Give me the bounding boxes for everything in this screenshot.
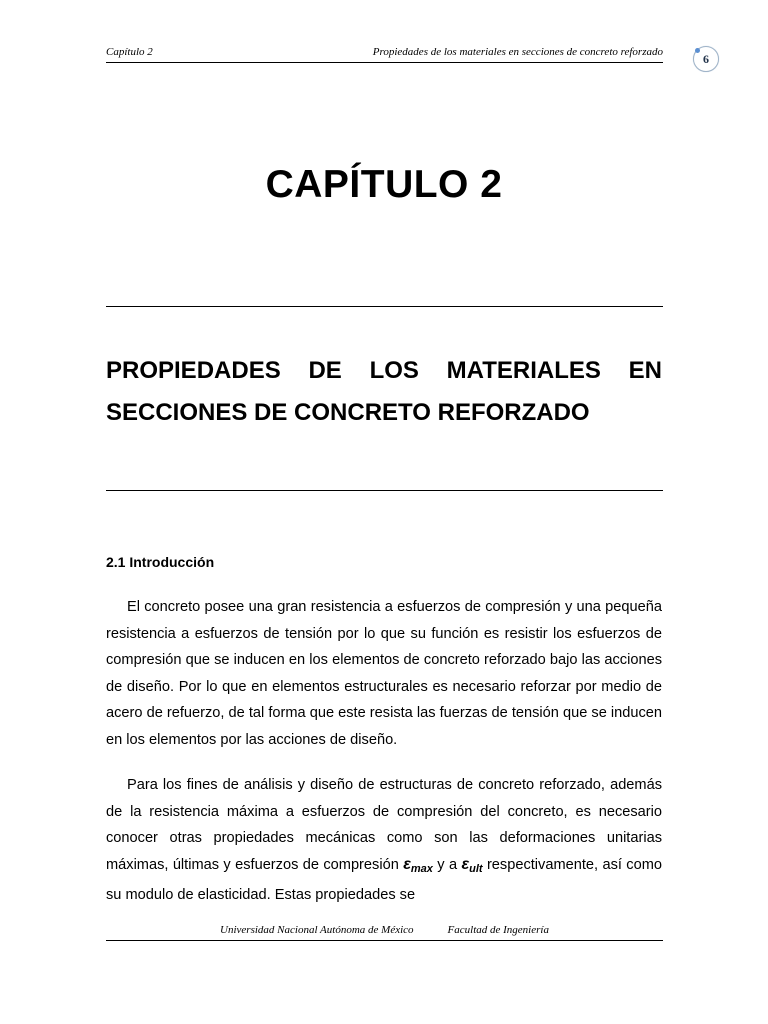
section-title (106, 350, 662, 434)
running-header (106, 44, 663, 63)
epsilon-max-symbol (403, 856, 433, 873)
header-chapter: Capítulo 2 (106, 46, 153, 58)
epsilon-glyph: ε (403, 855, 411, 873)
divider-bottom (106, 490, 663, 491)
header-title: Propiedades de los materiales en secciones de concreto reforzado (372, 46, 663, 58)
page-number-badge (693, 46, 719, 72)
section-title-line1: PROPIEDADES DE LOS MATERIALES EN (106, 357, 662, 384)
footer-university: Universidad Nacional Autónoma de México (220, 924, 414, 936)
page-number: 6 (703, 52, 709, 66)
paragraph-properties (106, 772, 662, 909)
epsilon-subscript-max: max (410, 862, 433, 875)
paragraph-properties-text-a: Para los fines de análisis y diseño de estructuras de concreto reforzado, además de la resistencia máxima a esfuerzos de compresión del concreto, es necesario conocer otras propiedades mecánicas como son las deformaciones unitarias máximas, últimas y esfuerzos de compresión (106, 777, 662, 873)
paragraph-properties-text-c: respectivamente, así como su modulo de elasticidad. Estas propiedades se (106, 856, 662, 904)
epsilon-glyph: ε (461, 855, 470, 873)
section-title-line2: SECCIONES DE CONCRETO REFORZADO (106, 399, 590, 426)
chapter-title: CAPÍTULO 2 (265, 163, 503, 206)
badge-dot-icon (695, 48, 700, 53)
epsilon-subscript-ult: ult (469, 862, 483, 875)
subsection-title: 2.1 Introducción (106, 554, 215, 570)
epsilon-ult-symbol (461, 856, 482, 873)
footer-faculty: Facultad de Ingeniería (447, 924, 549, 936)
running-footer (106, 924, 663, 941)
paragraph-intro: El concreto posee una gran resistencia a esfuerzos de compresión y una pequeña resistencia a esfuerzos de tensión por lo que su función es resistir los esfuerzos de compresión que se inducen en los elementos de concreto reforzado bajo las acciones de diseño. Por lo que en elementos estructurales es necesario reforzar por medio de acero de refuerzo, de tal forma que este resista las fuerzas de tensión que se inducen en los elementos por las acciones de diseño. (106, 599, 662, 748)
divider-top (106, 306, 663, 307)
paragraph-properties-text-b: y a (432, 856, 462, 873)
